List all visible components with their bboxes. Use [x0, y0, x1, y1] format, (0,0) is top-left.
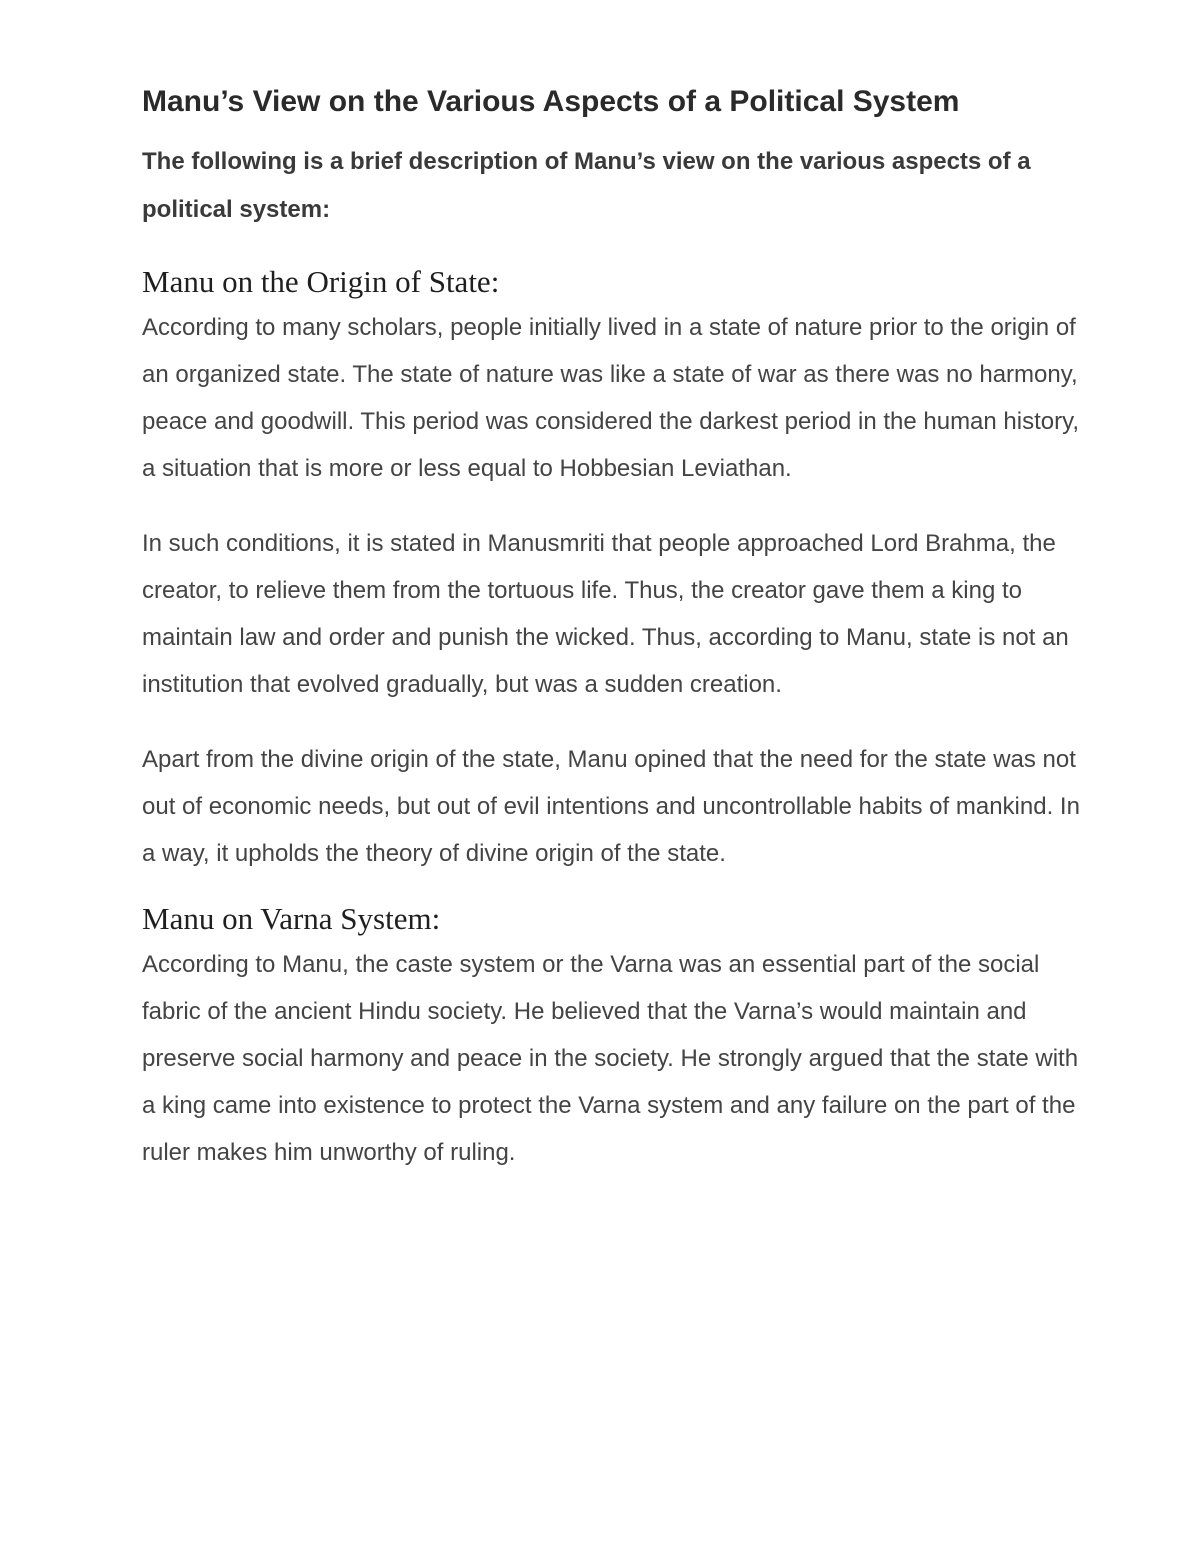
paragraph-origin-3: Apart from the divine origin of the state, Manu opined that the need for the state was not out of economic needs, but out of evil intentions and uncontrollable habits of mankind. In a way, it upholds the theory of divine origin of the state.: [142, 746, 1080, 867]
intro-paragraph: The following is a brief description of Manu’s view on the various aspects of a political system:: [142, 148, 1031, 223]
paragraph-varna-1: According to Manu, the caste system or the Varna was an essential part of the social fabric of the ancient Hindu society. He believed that the Varna’s would maintain and preserve social harmony and peace in the society. He strongly argued that the state with a king came into existence to protect the Varna system and any failure on the part of the ruler makes him unworthy of ruling.: [142, 951, 1079, 1166]
section-heading-varna-system: Manu on Varna System:: [142, 901, 441, 936]
paragraph-origin-1: According to many scholars, people initially lived in a state of nature prior to the origin of an organized state. The state of nature was like a state of war as there was no harmony, peace and goodwill. This period was considered the darkest period in the human history, a situation that is more or less equal to Hobbesian Leviathan.: [142, 314, 1079, 482]
section-heading-origin-of-state: Manu on the Origin of State:: [142, 264, 500, 299]
document-title: Manu’s View on the Various Aspects of a Political System: [142, 85, 960, 118]
document-body: [142, 80, 1082, 1176]
paragraph-origin-2: In such conditions, it is stated in Manusmriti that people approached Lord Brahma, the creator, to relieve them from the tortuous life. Thus, the creator gave them a king to maintain law and order and punish the wicked. Thus, according to Manu, state is not an institution that evolved gradually, but was a sudden creation.: [142, 530, 1069, 698]
